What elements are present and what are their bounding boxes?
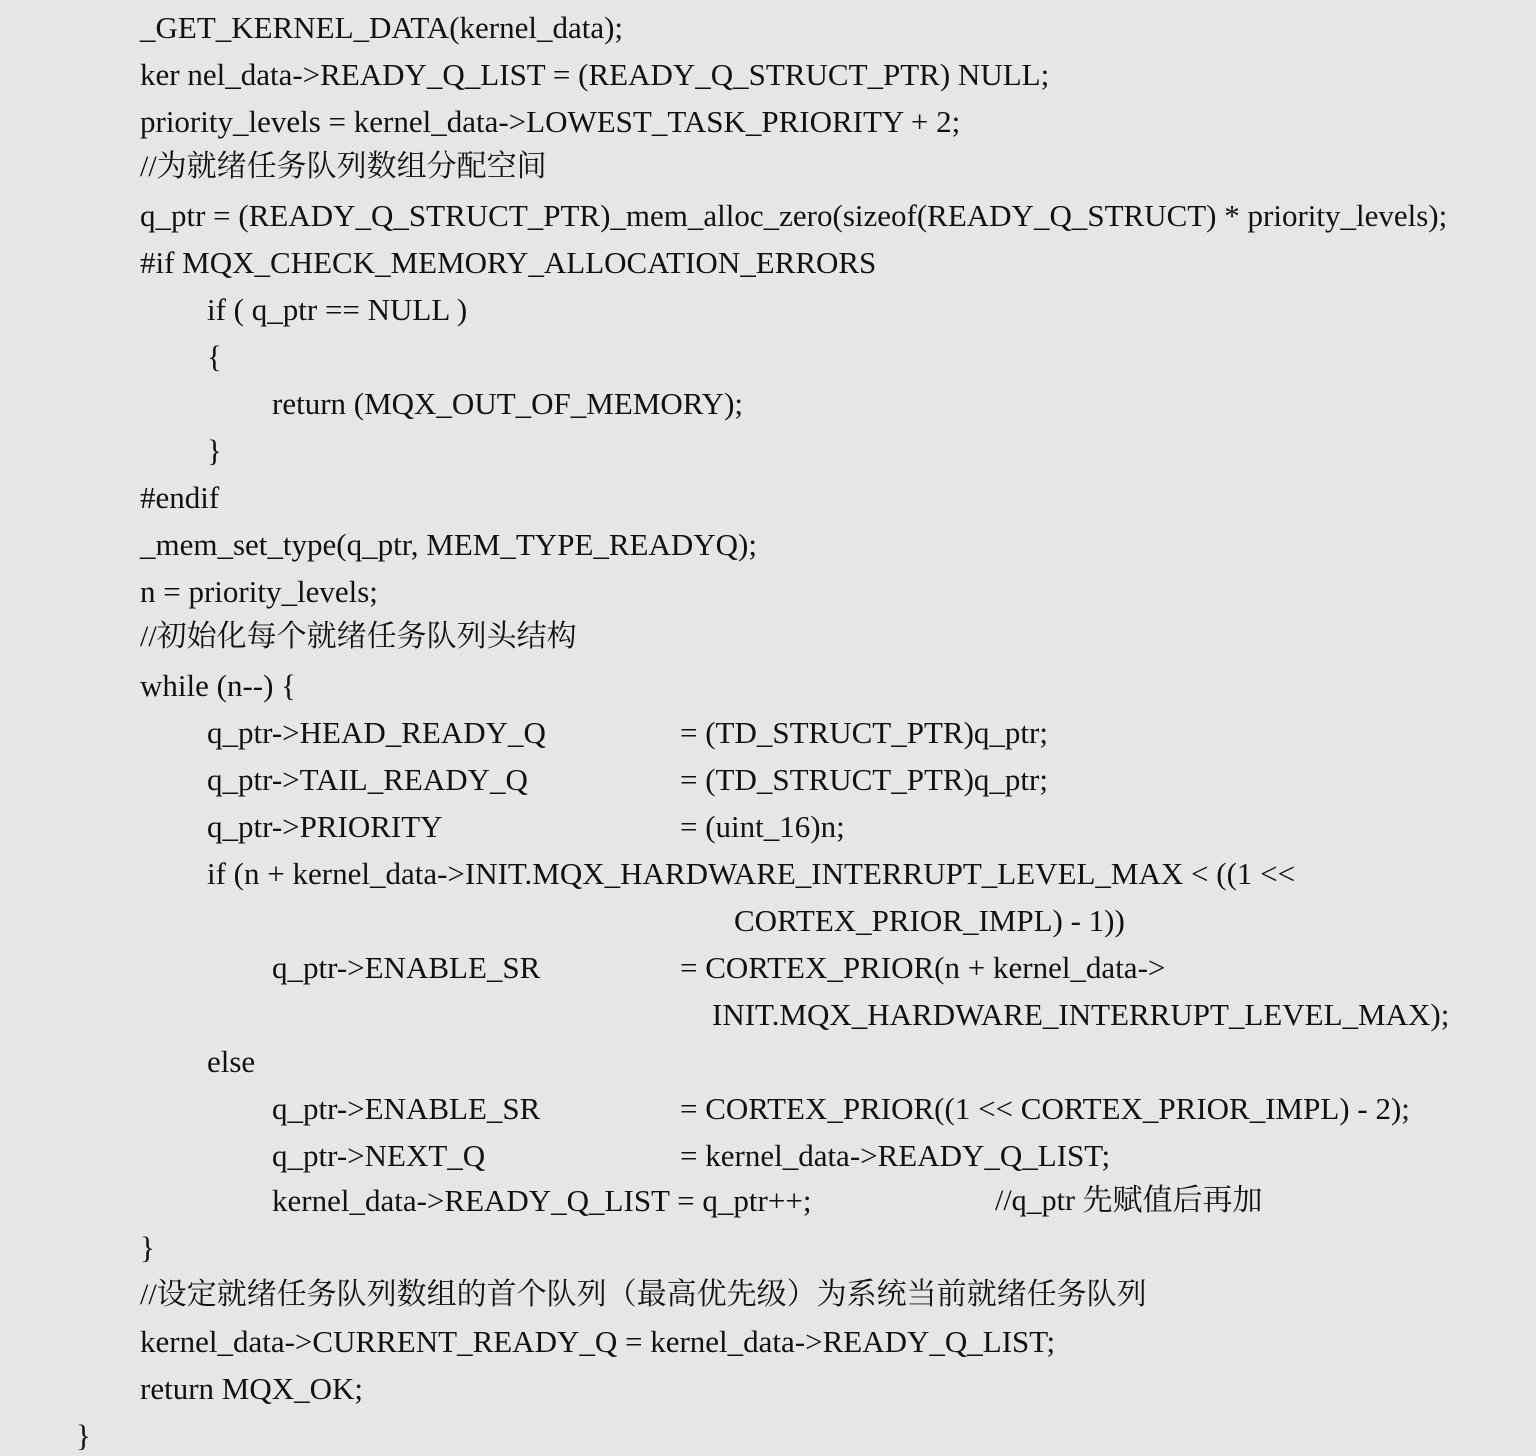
code-line-enable-sr-else-lhs: q_ptr->ENABLE_SR — [272, 1091, 541, 1126]
code-line-while: while (n--) { — [140, 668, 297, 703]
code-line-if-check-memory: #if MQX_CHECK_MEMORY_ALLOCATION_ERRORS — [140, 245, 877, 280]
code-line-mem-alloc: q_ptr = (READY_Q_STRUCT_PTR)_mem_alloc_zero(sizeof(READY_Q_STRUCT) * priority_levels); — [140, 198, 1448, 233]
code-line-function-close: } — [76, 1418, 91, 1453]
code-comment-increment: //q_ptr 先赋值后再加 — [995, 1184, 1263, 1217]
code-comment-init: //初始化每个就绪任务队列头结构 — [140, 620, 577, 653]
code-line-close-brace: } — [207, 433, 222, 468]
code-comment-current-ready-q: //设定就绪任务队列数组的首个队列（最高优先级）为系统当前就绪任务队列 — [140, 1278, 1147, 1311]
code-line-open-brace: { — [207, 339, 222, 374]
code-line-priority-rhs: = (uint_16)n; — [680, 809, 845, 844]
code-line-return-out-of-memory: return (MQX_OUT_OF_MEMORY); — [272, 386, 744, 421]
code-line-if-interrupt-level: if (n + kernel_data->INIT.MQX_HARDWARE_INTERRUPT_LEVEL_MAX < ((1 << — [207, 856, 1296, 891]
code-line-current-ready-q: kernel_data->CURRENT_READY_Q = kernel_data->READY_Q_LIST; — [140, 1324, 1056, 1359]
code-line-endif: #endif — [140, 480, 220, 515]
code-line-if-null: if ( q_ptr == NULL ) — [207, 292, 468, 327]
code-line-return-ok: return MQX_OK; — [140, 1371, 363, 1406]
code-line-mem-set-type: _mem_set_type(q_ptr, MEM_TYPE_READYQ); — [140, 527, 757, 562]
code-line-head-ready-q-rhs: = (TD_STRUCT_PTR)q_ptr; — [680, 715, 1048, 750]
code-line-if-interrupt-level-cont: CORTEX_PRIOR_IMPL) - 1)) — [734, 903, 1125, 938]
code-line-head-ready-q-lhs: q_ptr->HEAD_READY_Q — [207, 715, 546, 750]
code-line-next-q-lhs: q_ptr->NEXT_Q — [272, 1138, 486, 1173]
code-line-tail-ready-q-rhs: = (TD_STRUCT_PTR)q_ptr; — [680, 762, 1048, 797]
code-line-priority-lhs: q_ptr->PRIORITY — [207, 809, 443, 844]
code-line-ready-q-list-null: ker nel_data->READY_Q_LIST = (READY_Q_STRUCT_PTR) NULL; — [140, 57, 1050, 92]
code-line-enable-sr-rhs: = CORTEX_PRIOR(n + kernel_data-> — [680, 950, 1166, 985]
code-line-enable-sr-else-rhs: = CORTEX_PRIOR((1 << CORTEX_PRIOR_IMPL) - 2); — [680, 1091, 1410, 1126]
code-line-n-assign: n = priority_levels; — [140, 574, 378, 609]
code-line-enable-sr-lhs: q_ptr->ENABLE_SR — [272, 950, 541, 985]
code-line-else: else — [207, 1044, 256, 1079]
code-line-get-kernel-data: _GET_KERNEL_DATA(kernel_data); — [140, 10, 624, 45]
code-line-tail-ready-q-lhs: q_ptr->TAIL_READY_Q — [207, 762, 528, 797]
code-line-enable-sr-cont: INIT.MQX_HARDWARE_INTERRUPT_LEVEL_MAX); — [712, 997, 1450, 1032]
code-line-ready-q-list-increment: kernel_data->READY_Q_LIST = q_ptr++; — [272, 1183, 812, 1218]
code-line-priority-levels: priority_levels = kernel_data->LOWEST_TASK_PRIORITY + 2; — [140, 104, 961, 139]
code-line-while-close: } — [140, 1230, 155, 1265]
code-line-next-q-rhs: = kernel_data->READY_Q_LIST; — [680, 1138, 1111, 1173]
code-comment-alloc: //为就绪任务队列数组分配空间 — [140, 150, 547, 183]
